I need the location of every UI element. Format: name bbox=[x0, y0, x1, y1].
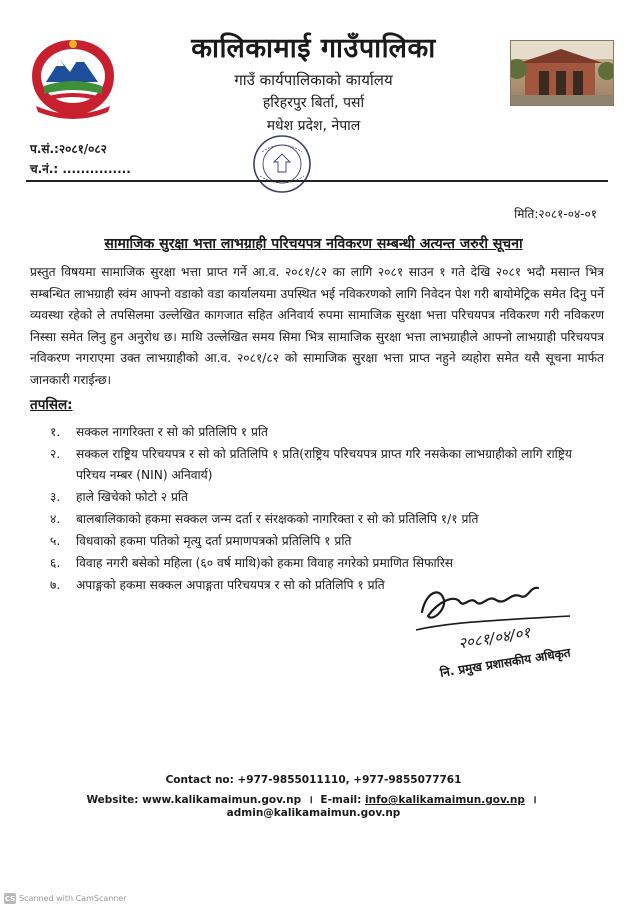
list-item bbox=[50, 531, 605, 552]
list-item-number: ५. bbox=[50, 534, 61, 548]
list-item-number: ७. bbox=[50, 578, 61, 592]
list-item bbox=[50, 509, 605, 530]
footer-contact: Contact no: +977-9855011110, +977-9855077761 bbox=[165, 774, 462, 786]
list-item-text: विवाह नगरी बसेको महिला (६० वर्ष माथि)को हकमा विवाह नगरेको प्रमाणित सिफारिस bbox=[76, 556, 454, 570]
notice-date: मिति:२०८१-०४-०१ bbox=[514, 207, 597, 221]
footer-links bbox=[0, 793, 627, 819]
list-item-text: हाले खिचेको फोटो २ प्रति bbox=[76, 490, 188, 504]
footer-separator: । bbox=[532, 794, 537, 806]
signature-date: २०८१/०४/०१ bbox=[457, 623, 532, 653]
camscanner-logo-icon: CS bbox=[4, 894, 16, 903]
list-item bbox=[50, 422, 605, 443]
office-stamp bbox=[250, 132, 314, 196]
list-item-text: बालबालिकाको हकमा सक्कल जन्म दर्ता र संरक्षकको नागरिक्ता र सो को प्रतिलिपि १/१ प्रति bbox=[76, 512, 479, 526]
notice-body: प्रस्तुत विषयमा सामाजिक सुरक्षा भत्ता प्राप्त गर्ने आ.व. २०८१/८२ का लागि २०८१ साउन १ गते देखि २०८१ भदौ मसान्त भित्र सम्बन्धित लाभग्राही स्वंम आफ्नो वडाको वडा कार्यालयमा उपस्थित भई नविकरणको लागि निवेदन पेश गरी बायोमेट्रिक समेत दिनु पर्ने व्यवस्था रहेको ले तपसिलमा उल्लेखित कागजात सहित अनिवार्य रुपमा सामाजिक सुरक्षा भत्ता परिचयपत्र नविकरण गरी नविकरण निस्सा समेत लिनु हुन अनुरोध छ। माथि उल्लेखित समय सिमा भित्र सामाजिक सुरक्षा भत्ता लाभग्राहीले आफ्नो लाभग्राही परिचयपत्र नविकरण नगराएमा उक्त लाभग्राहीको आ.व. २०८१/८२ को सामाजिक सुरक्षा भत्ता प्राप्त नहुने व्यहोरा समेत यसै सूचना मार्फत जानकारी गराईन्छ। bbox=[30, 265, 604, 387]
list-item-text: सक्कल नागरिक्ता र सो को प्रतिलिपि १ प्रति bbox=[76, 425, 268, 439]
footer-separator: । bbox=[308, 794, 313, 806]
notice-heading-text: सामाजिक सुरक्षा भत्ता लाभग्राही परिचयपत्र नविकरण सम्बन्धी अत्यन्त जरुरी सूचना bbox=[104, 236, 523, 252]
list-item bbox=[50, 444, 605, 486]
address-line-1: हरिहरपुर बिर्ता, पर्सा bbox=[262, 95, 365, 111]
list-item-number: १. bbox=[50, 425, 61, 439]
email-label: E-mail: bbox=[320, 794, 362, 806]
email-link[interactable]: info@kalikamaimun.gov.np bbox=[365, 794, 525, 806]
admin-email-link[interactable]: admin@kalikamaimun.gov.np bbox=[226, 807, 401, 819]
municipality-title: कालिकामाई गाउँपालिका bbox=[191, 33, 436, 64]
list-item-text: सक्कल राष्ट्रिय परिचयपत्र र सो को प्रतिलिपि १ प्रति(राष्ट्रिय परिचयपत्र प्राप्त गरि नसकेका लाभग्राहीको लागि राष्ट्रिय परिचय नम्बर (NIN) अनिवार्य) bbox=[76, 447, 572, 482]
list-item-text: विधवाको हकमा पतिको मृत्यु दर्ता प्रमाणपत्रको प्रतिलिपि १ प्रति bbox=[76, 534, 352, 548]
dispatch-number: च.नं.: ............... bbox=[30, 162, 131, 176]
office-name: गाउँ कार्यपालिकाको कार्यालय bbox=[234, 71, 393, 89]
list-item-number: २. bbox=[50, 447, 61, 461]
address-line-2: मधेश प्रदेश, नेपाल bbox=[266, 118, 361, 134]
list-item bbox=[50, 553, 605, 574]
list-item-number: ६. bbox=[50, 556, 61, 570]
signatory-designation: नि. प्रमुख प्रशासकीय अधिकृत bbox=[438, 645, 572, 680]
notice-heading bbox=[0, 234, 627, 253]
reference-number: प.सं.:२०८१/०८२ bbox=[30, 142, 107, 156]
list-item-number: ४. bbox=[50, 512, 61, 526]
website-link[interactable]: Website: www.kalikamaimun.gov.np bbox=[86, 794, 302, 806]
scanner-text: Scanned with CamScanner bbox=[19, 894, 127, 903]
list-item-text: अपाङ्गको हकमा सक्कल अपाङ्गता परिचयपत्र र सो को प्रतिलिपि १ प्रति bbox=[76, 578, 385, 592]
header-divider bbox=[26, 180, 608, 182]
list-item-number: ३. bbox=[50, 490, 61, 504]
details-label: तपसिल: bbox=[30, 397, 73, 413]
details-list bbox=[50, 422, 605, 597]
list-item bbox=[50, 487, 605, 508]
scanner-watermark bbox=[4, 893, 127, 904]
